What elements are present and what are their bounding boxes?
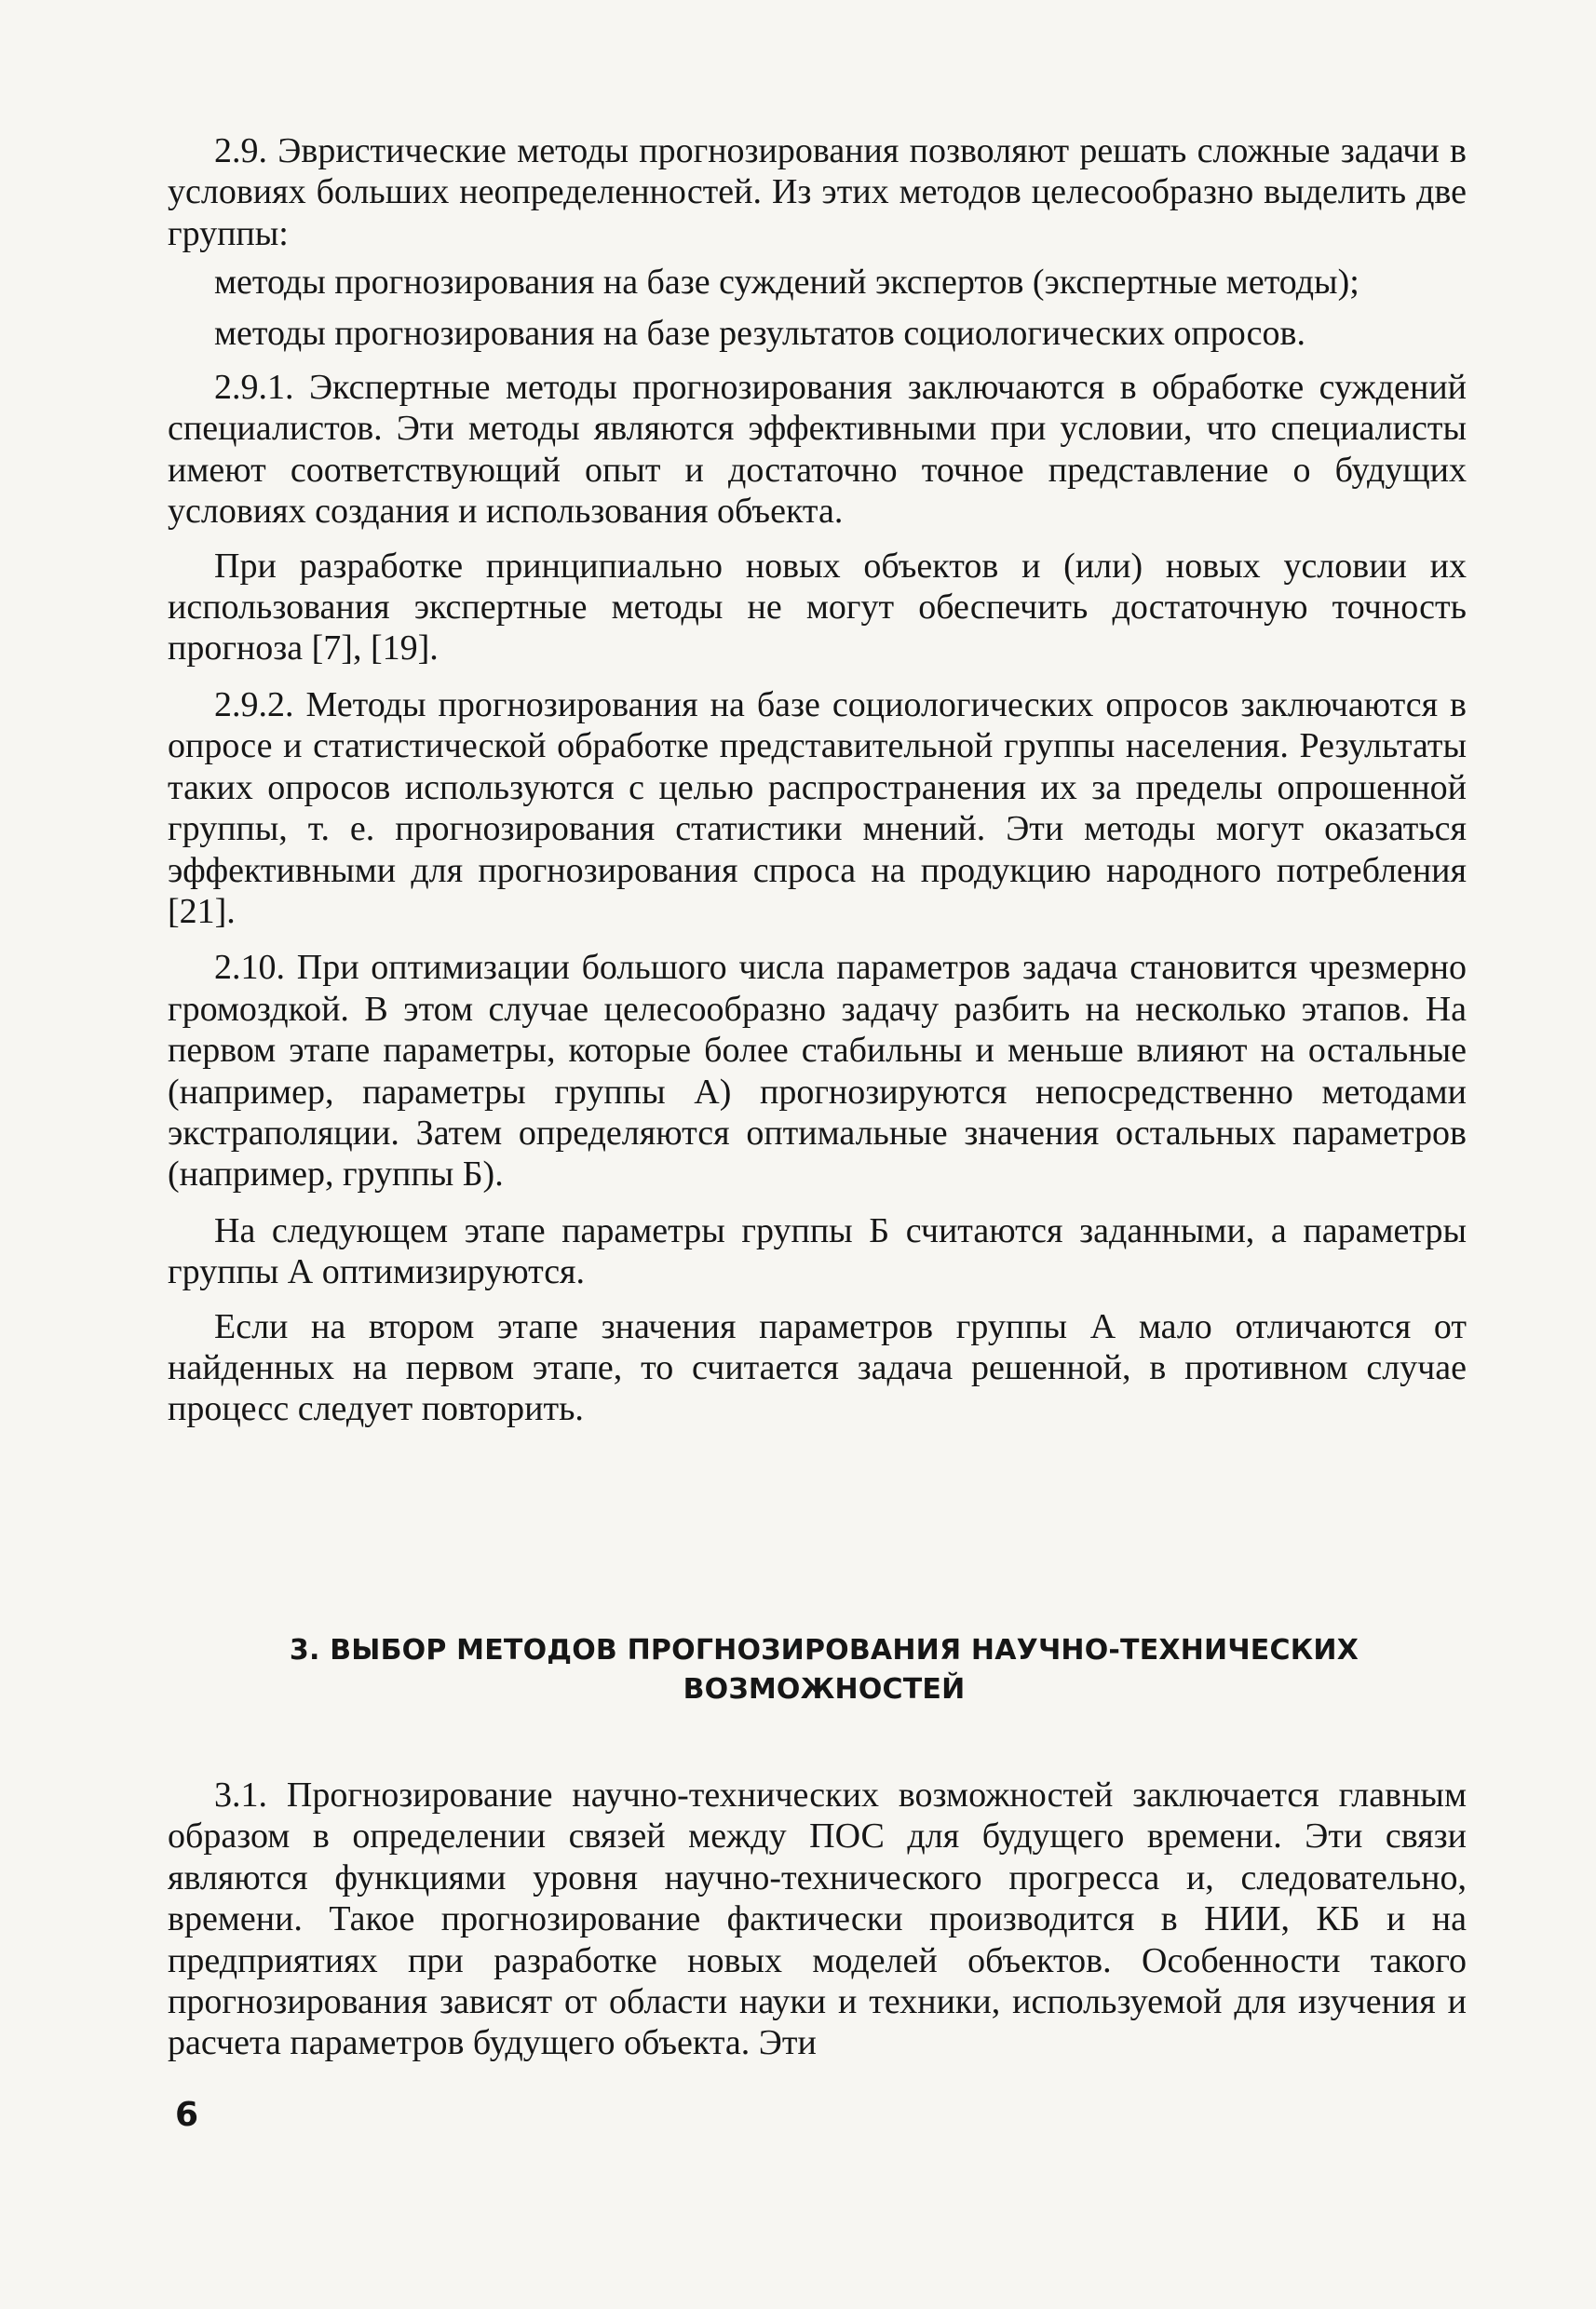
paragraph-second-stage: Если на втором этапе значения параметров группы А мало отличаются от найденных на первом этапе, то считается задача решенной, в противном случае процесс следует повторить. [168, 1306, 1467, 1429]
paragraph-2-9-2: 2.9.2. Методы прогнозирования на базе социологических опросов заключаются в опросе и статистической обработке представительной группы населения. Результаты таких опросов используются с целью распространения их за пределы опрошенной группы, т. е. прогнозирования статистики мнений. Эти методы могут оказаться эффективными для прогнозирования спроса на продукцию народного потребления [21]. [168, 684, 1467, 931]
paragraph-expert-methods-item: методы прогнозирования на базе суждений экспертов (экспертные методы); [214, 263, 1359, 303]
section-heading-line-2: ВОЗМОЖНОСТЕЙ [683, 1673, 966, 1706]
main-text-block [168, 130, 1467, 1443]
paragraph-2-9-1: 2.9.1. Экспертные методы прогнозирования заключаются в обработке суждений специалистов. Эти методы являются эффективными при условии, что специалисты имеют соответствующий опыт и достаточно точное представление о будущих условиях создания и использования объекта. [168, 368, 1467, 532]
section-text-block [168, 1775, 1467, 2064]
paragraph-sociological-methods-item: методы прогнозирования на базе результатов социологических опросов. [214, 313, 1305, 353]
paragraph-new-objects: При разработке принципиально новых объектов и (или) новых условии их использования экспертные методы не могут обеспечить достаточную точность прогноза [7], [19]. [168, 546, 1467, 668]
paragraph-2-10: 2.10. При оптимизации большого числа параметров задача становится чрезмерно громоздкой. В этом случае целесообразно задачу разбить на несколько этапов. На первом этапе параметры, которые более стабильны и меньше влияют на остальные (например, параметры группы А) прогнозируются непосредственно методами экстраполяции. Затем определяются оптимальные значения остальных параметров (например, группы Б). [168, 948, 1467, 1195]
section-heading [275, 1631, 1373, 1709]
section-heading-line-1: 3. ВЫБОР МЕТОДОВ ПРОГНОЗИРОВАНИЯ НАУЧНО-ТЕХНИЧЕСКИХ [289, 1634, 1359, 1667]
paragraph-next-stage: На следующем этапе параметры группы Б считаются заданными, а параметры группы А оптимизируются. [168, 1210, 1467, 1292]
page-number: 6 [175, 2096, 199, 2134]
paragraph-3-1: 3.1. Прогнозирование научно-технических возможностей заключается главным образом в определении связей между ПОС для будущего времени. Эти связи являются функциями уровня научно-технического прогресса и, следовательно, времени. Такое прогнозирование фактически производится в НИИ, КБ и на предприятиях при разработке новых моделей объектов. Особенности такого прогнозирования зависят от области науки и техники, используемой для изучения и расчета параметров будущего объекта. Эти [168, 1776, 1467, 2063]
paragraph-2-9: 2.9. Эвристические методы прогнозирования позволяют решать сложные задачи в условиях больших неопределенностей. Из этих методов целесообразно выделить две группы: [168, 131, 1467, 253]
